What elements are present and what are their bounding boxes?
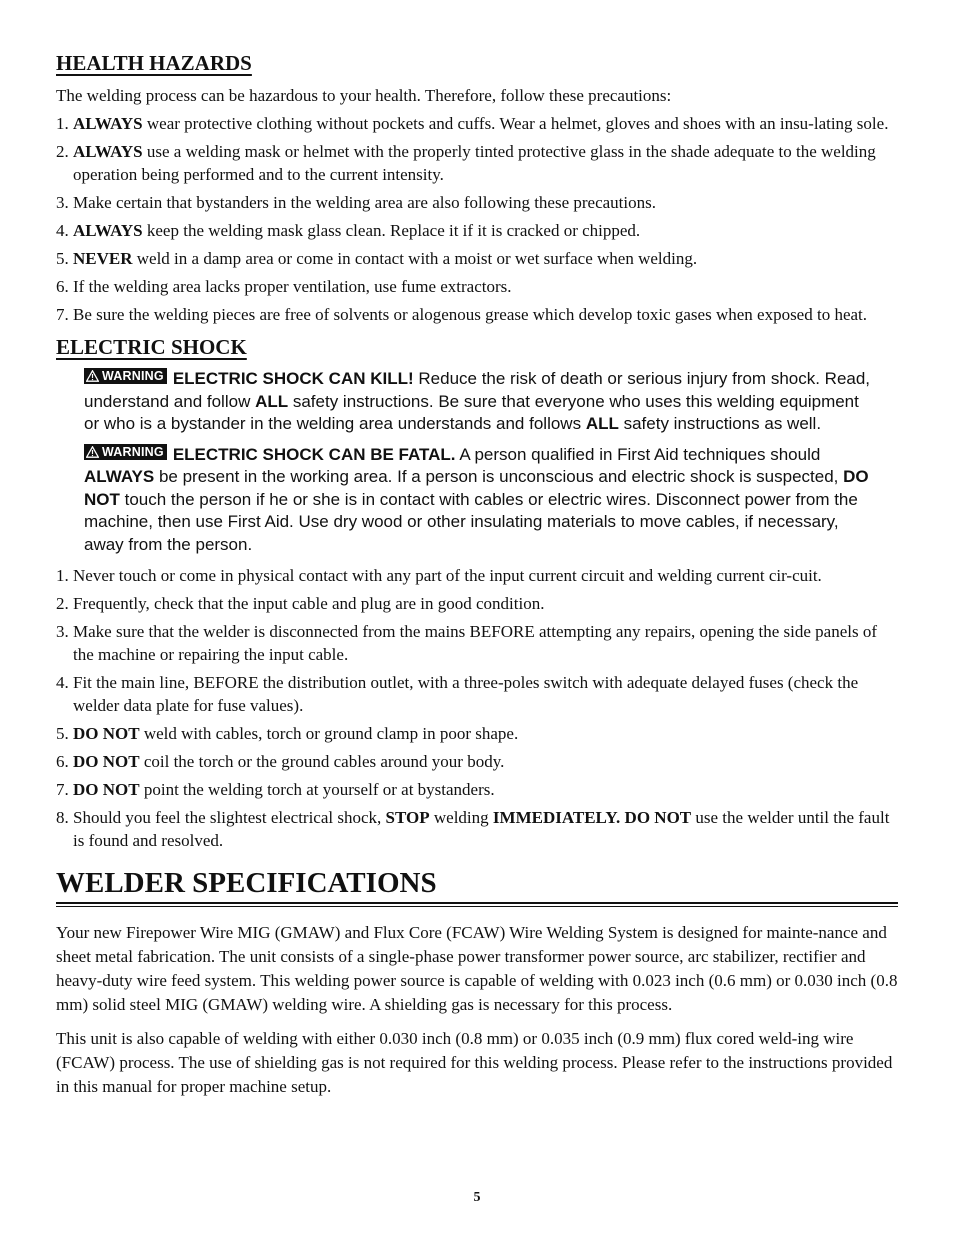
warning-title: ELECTRIC SHOCK CAN BE FATAL. [172, 444, 456, 464]
list-item: 5. DO NOT weld with cables, torch or ground clamp in poor shape. [56, 724, 519, 743]
spec-paragraph-1: Your new Firepower Wire MIG (GMAW) and Flux Core (FCAW) Wire Welding System is designed for mainte-nance and sheet metal fabrication. The unit consists of a single-phase power transformer power source, arc stabilizer, rectifier and heavy-duty wire feed system. This welding power source is capable of welding with 0.023 inch (0.6 mm) or 0.030 inch (0.8 mm) solid steel MIG (GMAW) welding wire. A shielding gas is necessary for this process. [56, 923, 898, 1014]
warning-badge: WARNING [84, 444, 167, 460]
list-item: 1. Never touch or come in physical contact with any part of the input current circuit and welding current cir-cuit. [56, 566, 822, 585]
list-item: 3. Make sure that the welder is disconnected from the mains BEFORE attempting any repairs, opening the side panels of the machine or repairing the input cable. [56, 622, 877, 664]
page-number: 5 [473, 1190, 481, 1205]
list-item: 7. Be sure the welding pieces are free of solvents or alogenous grease which develop toxic gases when exposed to heat. [56, 305, 868, 324]
health-intro: The welding process can be hazardous to your health. Therefore, follow these precautions: [56, 86, 672, 105]
list-item: 2. Frequently, check that the input cable and plug are in good condition. [56, 594, 545, 613]
manual-page [56, 50, 898, 1109]
list-item: 5. NEVER weld in a damp area or come in contact with a moist or wet surface when welding. [56, 249, 698, 268]
section-heading-welder-specifications: WELDER SPECIFICATIONS [56, 866, 898, 904]
section-heading-electric-shock: ELECTRIC SHOCK [56, 335, 247, 359]
warning-triangle-icon [86, 446, 99, 458]
health-precautions-list [56, 112, 898, 326]
section-heading-health-hazards: HEALTH HAZARDS [56, 51, 252, 75]
list-item: 3. Make certain that bystanders in the welding area are also following these precautions. [56, 193, 656, 212]
warning-title: ELECTRIC SHOCK CAN KILL! [172, 369, 414, 388]
spec-paragraph-2: This unit is also capable of welding with either 0.030 inch (0.8 mm) or 0.035 inch (0.9 mm) flux cored weld-ing wire (FCAW) process. The use of shielding gas is not required for this welding process. Please refer to the instructions provided in this manual for proper machine setup. [56, 1029, 893, 1096]
warning-triangle-icon [86, 370, 99, 382]
warning-block-shock-can-be-fatal: WARNING ELECTRIC SHOCK CAN BE FATAL. A person qualified in First Aid techniques should ALWAYS be present in the working area. If a person is unconscious and electric shock is suspected, DO NOT touch the person if he or she is in contact with cables or electric wires. Disconnect power from the machine, then use First Aid. Use dry wood or other insulating materials to move cables, if necessary, away from the person. [84, 444, 869, 554]
list-item: 6. If the welding area lacks proper ventilation, use fume extractors. [56, 277, 512, 296]
list-item: 7. DO NOT point the welding torch at yourself or at bystanders. [56, 780, 495, 799]
warning-block-shock-can-kill: WARNING ELECTRIC SHOCK CAN KILL! Reduce the risk of death or serious injury from shock. Read, understand and follow ALL safety instructions. Be sure that everyone who uses this welding equipment or who is a bystander in the welding area understands and follows ALL safety instructions as well. [84, 369, 871, 433]
heading-double-rule [56, 906, 898, 907]
list-item: 8. Should you feel the slightest electrical shock, STOP welding IMMEDIATELY. DO NOT use the welder until the fault is found and resolved. [56, 808, 890, 850]
electric-precautions-list [56, 564, 898, 852]
list-item: 6. DO NOT coil the torch or the ground cables around your body. [56, 752, 505, 771]
list-item: 4. Fit the main line, BEFORE the distribution outlet, with a three-poles switch with adequate delayed fuses (check the welder data plate for fuse values). [56, 673, 859, 715]
list-item: 1. ALWAYS wear protective clothing without pockets and cuffs. Wear a helmet, gloves and shoes with an insu-lating sole. [56, 114, 889, 133]
warning-badge: WARNING [84, 368, 167, 384]
list-item: 4. ALWAYS keep the welding mask glass clean. Replace it if it is cracked or chipped. [56, 221, 641, 240]
specifications-text [56, 921, 898, 1099]
list-item: 2. ALWAYS use a welding mask or helmet with the properly tinted protective glass in the shade adequate to the welding operation being performed and to the current intensity. [56, 142, 876, 184]
